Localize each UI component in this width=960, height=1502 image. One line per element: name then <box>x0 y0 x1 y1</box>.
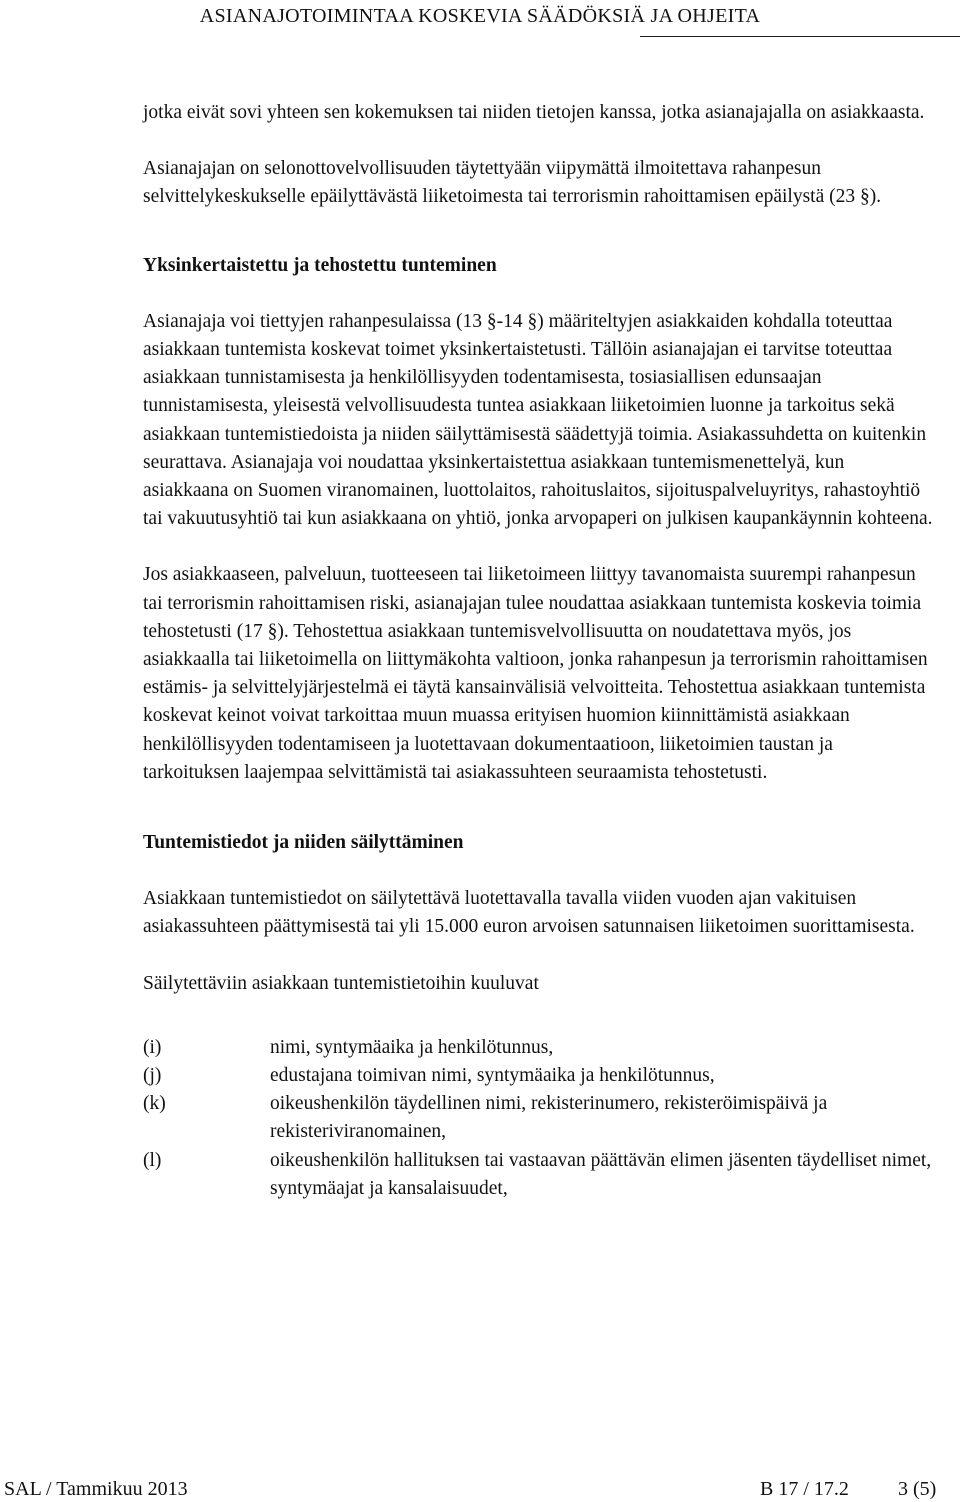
list-item <box>143 1034 933 1062</box>
paragraph-reporting-obligation: Asianajajan on selonottovelvollisuuden täytettyään viipymättä ilmoitettava rahanpesun selvittelykeskukselle epäilyttävästä liiketoimesta tai terrorismin rahoittamisen epäilystä (23 §). <box>143 158 882 208</box>
list-item-marker: (k) <box>143 1093 166 1115</box>
list-item-text: oikeushenkilön täydellinen nimi, rekisterinumero, rekisteröimispäivä ja rekisteriviranomainen, <box>270 1093 828 1143</box>
list-item-marker: (i) <box>143 1036 162 1058</box>
paragraph-continuation: jotka eivät sovi yhteen sen kokemuksen tai niiden tietojen kanssa, jotka asianajajalla on asiakkaasta. <box>143 102 925 123</box>
section-heading-simplified-enhanced: Yksinkertaistettu ja tehostettu tunteminen <box>143 254 497 276</box>
document-body <box>143 99 933 1203</box>
page-header-title: ASIANAJOTOIMINTAA KOSKEVIA SÄÄDÖKSIÄ JA OHJEITA <box>199 5 761 27</box>
paragraph-simplified-due-diligence: Asianajaja voi tiettyjen rahanpesulaissa (13 §-14 §) määriteltyjen asiakkaiden kohdalla toteuttaa asiakkaan tuntemista koskevat toimet yksinkertaistetusti. Tällöin asianajajan ei tarvitse toteuttaa asiakkaan tunnistamisesta ja henkilöllisyyden todentamisesta, tosiasiallisen edunsaajan tunnistamisesta, yleisestä velvollisuudesta tuntea asiakkaan liiketoimien luonne ja tarkoitus sekä asiakkaan tuntemistiedoista ja niiden säilyttämisestä säädettyjä toimia. Asiakassuhdetta on kuitenkin seurattava. Asianajaja voi noudattaa yksinkertaistettua asiakkaan tuntemismenettelyä, kun asiakkaana on Suomen viranomainen, luottolaitos, rahoituslaitos, sijoituspalveluyritys, rahastoyhtiö tai vakuutusyhtiö tai kun asiakkaana on yhtiö, jonka arvopaperi on julkisen kaupankäynnin kohteena. <box>143 310 933 530</box>
list-item <box>143 1062 933 1090</box>
retained-data-list <box>143 1034 933 1203</box>
list-item-marker: (j) <box>143 1065 162 1087</box>
list-item-text: edustajana toimivan nimi, syntymäaika ja henkilötunnus, <box>270 1065 715 1087</box>
list-item-text: nimi, syntymäaika ja henkilötunnus, <box>270 1036 554 1058</box>
list-item <box>143 1090 933 1146</box>
list-item-text: oikeushenkilön hallituksen tai vastaavan päättävän elimen jäsenten täydelliset nimet, syntymäajat ja kansalaisuudet, <box>270 1149 932 1199</box>
footer-section-code: B 17 / 17.2 <box>760 1478 849 1500</box>
section-heading-data-retention: Tuntemistiedot ja niiden säilyttäminen <box>143 832 464 854</box>
footer-edition: SAL / Tammikuu 2013 <box>4 1478 188 1500</box>
list-item <box>143 1147 933 1203</box>
paragraph-retention-period: Asiakkaan tuntemistiedot on säilytettävä luotettavalla tavalla viiden vuoden ajan vakituisen asiakassuhteen päättymisestä tai yli 15.000 euron arvoisen satunnaisen liiketoimen suorittamisesta. <box>143 888 915 938</box>
header-rule <box>640 36 960 37</box>
footer-page-number: 3 (5) <box>898 1478 937 1500</box>
paragraph-enhanced-due-diligence: Jos asiakkaaseen, palveluun, tuotteeseen tai liiketoimeen liittyy tavanomaista suurempi rahanpesun tai terrorismin rahoittamisen riski, asianajajan tulee noudattaa asiakkaan tuntemista koskevia toimia tehostetusti (17 §). Tehostettua asiakkaan tuntemisvelvollisuutta on noudatettava myös, jos asiakkaalla tai liiketoimella on liittymäkohta valtioon, jonka rahanpesun ja terrorismin rahoittamisen estämis- ja selvittelyjärjestelmä ei täytä kansainvälisiä velvoitteita. Tehostettua asiakkaan tuntemista koskevat keinot voivat tarkoittaa muun muassa erityisen huomion kiinnittämistä asiakkaan henkilöllisyyden todentamiseen ja luotettavaan dokumentaatioon, liiketoimien taustan ja tarkoituksen laajempaa selvittämistä tai asiakassuhteen seuraamista tehostetusti. <box>143 564 928 783</box>
paragraph-retained-data-intro: Säilytettäviin asiakkaan tuntemistietoihin kuuluvat <box>143 972 539 994</box>
list-item-marker: (l) <box>143 1149 162 1171</box>
